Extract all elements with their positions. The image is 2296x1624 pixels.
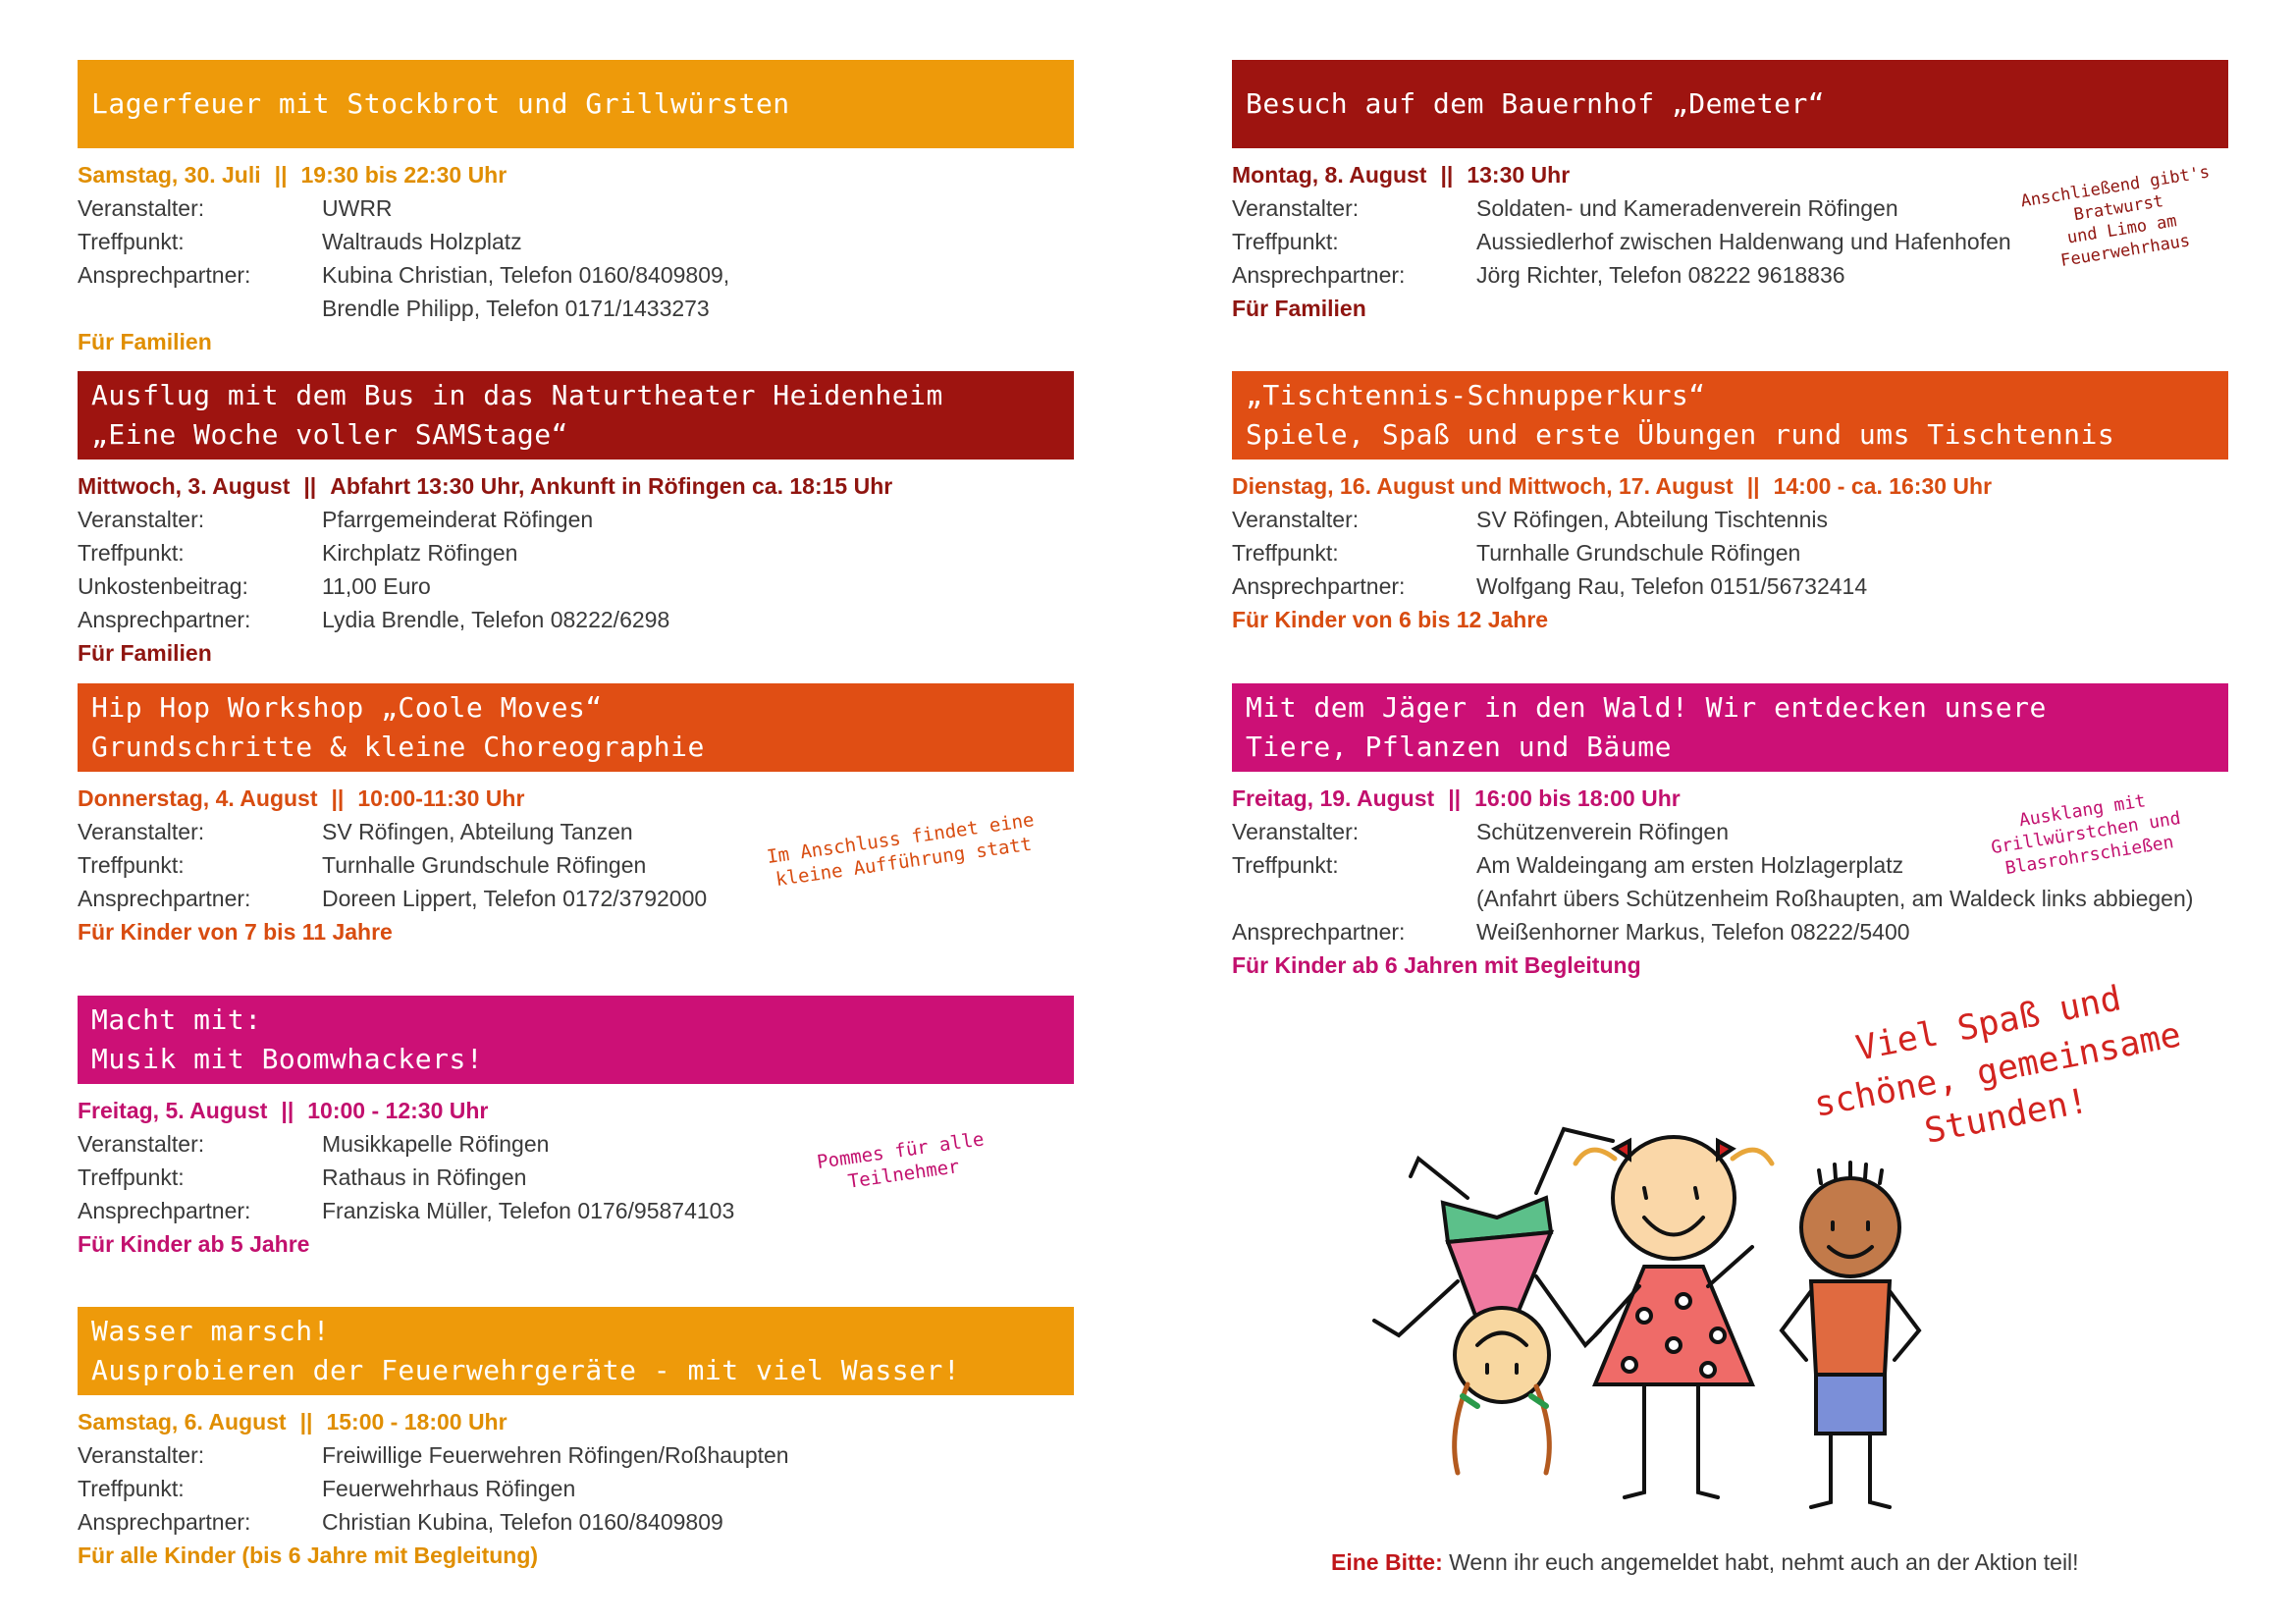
detail-label: Unkostenbeitrag:: [78, 573, 248, 599]
request-note: [1331, 1545, 2079, 1579]
detail-label: Veranstalter:: [78, 1442, 205, 1468]
event-target-group: Für Familien: [78, 640, 212, 666]
event-time: 19:30 bis 22:30 Uhr: [300, 162, 507, 188]
event-side-note: Anschließend gibt's Bratwurst und Limo am Feuerwehrhaus: [2019, 162, 2212, 271]
detail-row: [78, 503, 1074, 536]
detail-label: Ansprechpartner:: [78, 1198, 251, 1223]
detail-row: [78, 569, 1074, 603]
detail-row: [1232, 915, 2228, 948]
event-date: Dienstag, 16. August und Mittwoch, 17. August: [1232, 473, 1734, 499]
detail-label: Veranstalter:: [78, 507, 205, 532]
detail-label: Veranstalter:: [1232, 819, 1360, 844]
event-date: Montag, 8. August: [1232, 162, 1427, 188]
detail-row: [78, 536, 1074, 569]
detail-row: [78, 191, 1074, 225]
event-date: Samstag, 6. August: [78, 1409, 287, 1435]
detail-label: Ansprechpartner:: [78, 262, 251, 288]
detail-value: Franziska Müller, Telefon 0176/95874103: [322, 1198, 735, 1223]
event-subtitle: „Eine Woche voller SAMStage“: [91, 418, 569, 451]
event-subtitle: Spiele, Spaß und erste Übungen rund ums Tischtennis: [1246, 418, 2115, 451]
detail-label: Treffpunkt:: [78, 1164, 185, 1190]
detail-value: Aussiedlerhof zwischen Haldenwang und Hafenhofen: [1476, 229, 2011, 254]
event-title-banner: [1232, 60, 2228, 148]
separator: ||: [1746, 473, 1760, 499]
event-time: 14:00 - ca. 16:30 Uhr: [1773, 473, 1993, 499]
detail-value: Kubina Christian, Telefon 0160/8409809,: [322, 262, 730, 288]
girl-with-pigtails-icon: [1575, 1137, 1772, 1497]
detail-row: [78, 225, 1074, 258]
detail-value: Weißenhorner Markus, Telefon 08222/5400: [1476, 919, 1910, 945]
detail-value: Feuerwehrhaus Röfingen: [322, 1476, 576, 1501]
boy-icon: [1782, 1163, 1919, 1507]
detail-value: Turnhalle Grundschule Röfingen: [1476, 540, 1801, 566]
event-naturtheater: [78, 371, 1074, 670]
event-title: Besuch auf dem Bauernhof „Demeter“: [1246, 87, 1826, 120]
event-date-time: [78, 469, 1074, 503]
detail-row: [78, 258, 1074, 292]
detail-label: Treffpunkt:: [78, 852, 185, 878]
detail-label: Veranstalter:: [78, 1131, 205, 1157]
event-lagerfeuer: [78, 60, 1074, 358]
detail-value: Musikkapelle Röfingen: [322, 1131, 550, 1157]
detail-value: Wolfgang Rau, Telefon 0151/56732414: [1476, 573, 1868, 599]
event-date: Freitag, 5. August: [78, 1098, 268, 1123]
detail-continuation: (Anfahrt übers Schützenheim Roßhaupten, am Waldeck links abbiegen): [1476, 886, 2194, 911]
detail-value: Pfarrgemeinderat Röfingen: [322, 507, 594, 532]
detail-value: Schützenverein Röfingen: [1476, 819, 1729, 844]
event-subtitle: Ausprobieren der Feuerwehrgeräte - mit viel Wasser!: [91, 1354, 961, 1386]
detail-label: Ansprechpartner:: [78, 1509, 251, 1535]
separator: ||: [1440, 162, 1454, 188]
detail-label: Veranstalter:: [78, 819, 205, 844]
event-time: 10:00-11:30 Uhr: [357, 785, 525, 811]
event-date-time: [78, 158, 1074, 191]
detail-row: [1232, 503, 2228, 536]
event-subtitle: Grundschritte & kleine Choreographie: [91, 731, 705, 763]
event-tischtennis: [1232, 371, 2228, 636]
event-title-banner: [78, 683, 1074, 772]
detail-value: SV Röfingen, Abteilung Tanzen: [322, 819, 633, 844]
event-date-time: [78, 1405, 1074, 1438]
detail-label: Ansprechpartner:: [78, 607, 251, 632]
detail-label: Treffpunkt:: [78, 229, 185, 254]
detail-value: Soldaten- und Kameradenverein Röfingen: [1476, 195, 1898, 221]
event-time: 13:30 Uhr: [1467, 162, 1571, 188]
event-date-time: [78, 1094, 1074, 1127]
detail-label: Ansprechpartner:: [78, 886, 251, 911]
event-target-group: Für alle Kinder (bis 6 Jahre mit Begleitung): [78, 1543, 539, 1568]
detail-row: [78, 1472, 1074, 1505]
event-target-group: Für Kinder ab 6 Jahren mit Begleitung: [1232, 952, 1641, 978]
separator: ||: [299, 1409, 313, 1435]
detail-value: UWRR: [322, 195, 393, 221]
event-title-banner: [78, 1307, 1074, 1395]
event-target-group: Für Kinder ab 5 Jahre: [78, 1231, 310, 1257]
kids-illustration: [1350, 1119, 1939, 1532]
detail-label: Treffpunkt:: [78, 1476, 185, 1501]
detail-row: [78, 1505, 1074, 1539]
event-subtitle: Tiere, Pflanzen und Bäume: [1246, 731, 1672, 763]
event-title-banner: [78, 371, 1074, 460]
detail-value: Turnhalle Grundschule Röfingen: [322, 852, 647, 878]
event-title: Lagerfeuer mit Stockbrot und Grillwürsten: [91, 87, 790, 120]
event-subtitle: Musik mit Boomwhackers!: [91, 1043, 484, 1075]
event-bauernhof: [1232, 60, 2228, 325]
fun-slogan: Viel Spaß und schöne, gemeinsame Stunden!: [1811, 979, 2184, 1152]
event-title: Mit dem Jäger in den Wald! Wir entdecken unsere: [1246, 691, 2047, 724]
detail-value: Jörg Richter, Telefon 08222 9618836: [1476, 262, 1845, 288]
detail-value: Kirchplatz Röfingen: [322, 540, 518, 566]
detail-value: 11,00 Euro: [322, 573, 431, 599]
detail-label: Treffpunkt:: [1232, 540, 1339, 566]
event-date: Mittwoch, 3. August: [78, 473, 291, 499]
event-time: 16:00 bis 18:00 Uhr: [1474, 785, 1681, 811]
event-feuerwehr: [78, 1307, 1074, 1572]
event-date: Freitag, 19. August: [1232, 785, 1435, 811]
event-target-group: Für Familien: [1232, 296, 1366, 321]
detail-label: Ansprechpartner:: [1232, 919, 1406, 945]
detail-label: Veranstalter:: [78, 195, 205, 221]
detail-value: SV Röfingen, Abteilung Tischtennis: [1476, 507, 1829, 532]
detail-value: Doreen Lippert, Telefon 0172/3792000: [322, 886, 708, 911]
separator: ||: [303, 473, 317, 499]
detail-row: [1232, 569, 2228, 603]
event-title: Wasser marsch!: [91, 1315, 331, 1347]
detail-label: Veranstalter:: [1232, 507, 1360, 532]
event-title-banner: [78, 60, 1074, 148]
detail-value: Christian Kubina, Telefon 0160/8409809: [322, 1509, 723, 1535]
request-text: Wenn ihr euch angemeldet habt, nehmt auch an der Aktion teil!: [1449, 1549, 2079, 1575]
event-target-group: Für Kinder von 6 bis 12 Jahre: [1232, 607, 1549, 632]
detail-value: Rathaus in Röfingen: [322, 1164, 527, 1190]
event-date-time: [78, 782, 1074, 815]
detail-label: Treffpunkt:: [1232, 852, 1339, 878]
detail-row: [78, 882, 1074, 915]
event-target-group: Für Familien: [78, 329, 212, 354]
child-upside-down-icon: [1374, 1129, 1613, 1473]
event-title-banner: [78, 996, 1074, 1084]
event-time: 10:00 - 12:30 Uhr: [307, 1098, 489, 1123]
event-time: Abfahrt 13:30 Uhr, Ankunft in Röfingen ca. 18:15 Uhr: [330, 473, 893, 499]
event-title: Macht mit:: [91, 1003, 262, 1036]
event-date: Samstag, 30. Juli: [78, 162, 261, 188]
event-side-note: Ausklang mit Grillwürstchen und Blasrohrschießen: [1990, 790, 2182, 880]
event-date-time: [1232, 469, 2228, 503]
request-label: Eine Bitte:: [1331, 1549, 1443, 1575]
detail-row: [78, 1438, 1074, 1472]
separator: ||: [331, 785, 345, 811]
separator: ||: [1448, 785, 1462, 811]
event-title-banner: [1232, 371, 2228, 460]
event-hiphop: [78, 683, 1074, 948]
separator: ||: [281, 1098, 294, 1123]
event-title: Hip Hop Workshop „Coole Moves“: [91, 691, 603, 724]
event-boomwhackers: [78, 996, 1074, 1261]
detail-row: [78, 603, 1074, 636]
detail-label: Ansprechpartner:: [1232, 573, 1406, 599]
detail-value: Am Waldeingang am ersten Holzlagerplatz: [1476, 852, 1904, 878]
event-side-note: Pommes für alle Teilnehmer: [815, 1128, 986, 1193]
detail-label: Treffpunkt:: [78, 540, 185, 566]
detail-value: Freiwillige Feuerwehren Röfingen/Roßhaupten: [322, 1442, 789, 1468]
detail-value: Lydia Brendle, Telefon 08222/6298: [322, 607, 670, 632]
separator: ||: [274, 162, 288, 188]
detail-value: Waltrauds Holzplatz: [322, 229, 522, 254]
detail-row: [78, 1194, 1074, 1227]
detail-continuation: Brendle Philipp, Telefon 0171/1433273: [322, 296, 710, 321]
event-time: 15:00 - 18:00 Uhr: [326, 1409, 507, 1435]
detail-label: Veranstalter:: [1232, 195, 1360, 221]
event-title-banner: [1232, 683, 2228, 772]
event-side-note: Im Anschluss findet eine kleine Aufführung statt: [765, 809, 1036, 892]
detail-label: Ansprechpartner:: [1232, 262, 1406, 288]
event-title: „Tischtennis-Schnupperkurs“: [1246, 379, 1706, 411]
detail-row: [1232, 536, 2228, 569]
event-target-group: Für Kinder von 7 bis 11 Jahre: [78, 919, 393, 945]
event-title: Ausflug mit dem Bus in das Naturtheater Heidenheim: [91, 379, 943, 411]
detail-label: Treffpunkt:: [1232, 229, 1339, 254]
event-jaeger: [1232, 683, 2228, 982]
event-date: Donnerstag, 4. August: [78, 785, 318, 811]
